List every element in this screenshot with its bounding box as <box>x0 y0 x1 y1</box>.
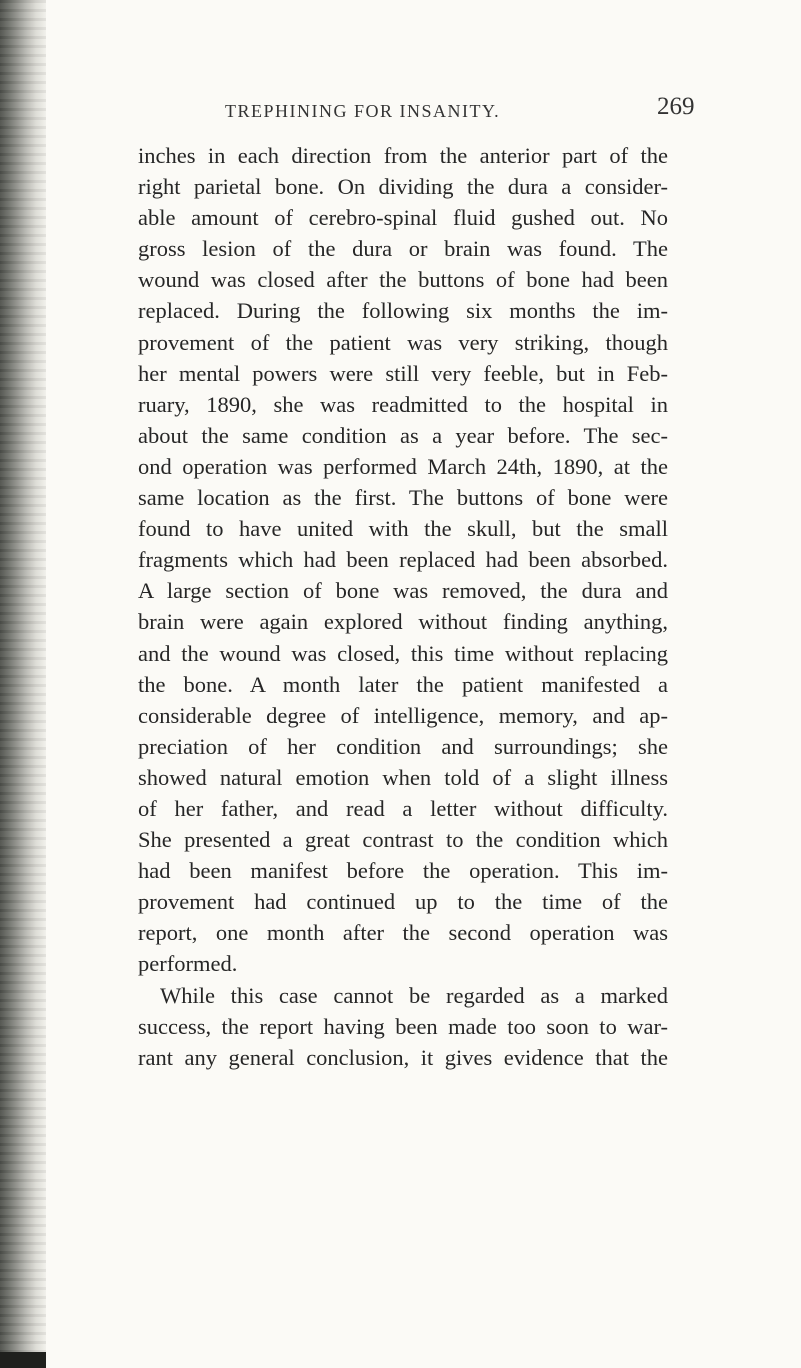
text-line: brain were again explored without finding anything, <box>138 609 668 635</box>
text-line: replaced. During the following six months the im- <box>138 298 668 324</box>
text-line: ond operation was performed March 24th, 1890, at the <box>138 453 668 479</box>
text-line: and the wound was closed, this time without replacing <box>138 640 668 666</box>
text-line: gross lesion of the dura or brain was found. The <box>138 236 668 262</box>
text-line: same location as the first. The buttons of bone were <box>138 485 668 511</box>
text-line: provement had continued up to the time of the <box>138 889 668 915</box>
text-line: found to have united with the skull, but the small <box>138 516 668 542</box>
text-line: the bone. A month later the patient manifested a <box>138 671 668 697</box>
page-header <box>0 91 801 131</box>
text-line: A large section of bone was removed, the dura and <box>138 578 668 604</box>
text-line: performed. <box>138 951 238 977</box>
page-corner-edge <box>0 1352 46 1368</box>
text-line: success, the report having been made too soon to war- <box>138 1013 668 1039</box>
text-line: able amount of cerebro-spinal fluid gushed out. No <box>138 205 668 231</box>
text-line: She presented a great contrast to the condition which <box>138 827 668 853</box>
running-head: TREPHINING FOR INSANITY. <box>225 101 501 121</box>
text-line: ruary, 1890, she was readmitted to the hospital in <box>138 391 668 417</box>
text-line: inches in each direction from the anterior part of the <box>138 143 668 168</box>
text-line: report, one month after the second operation was <box>138 920 668 946</box>
text-line: right parietal bone. On dividing the dura a consider- <box>138 174 668 200</box>
text-line: about the same condition as a year before. The sec- <box>138 422 668 448</box>
text-line: showed natural emotion when told of a slight illness <box>138 764 668 790</box>
text-line: of her father, and read a letter without difficulty. <box>138 795 668 821</box>
text-line: considerable degree of intelligence, memory, and ap- <box>138 702 668 728</box>
text-line: provement of the patient was very striking, though <box>138 329 668 355</box>
text-line: her mental powers were still very feeble, but in Feb- <box>138 360 668 386</box>
text-line: rant any general conclusion, it gives evidence that the <box>138 1044 668 1070</box>
page-number: 269 <box>657 93 695 120</box>
gutter-shadow <box>0 0 46 1368</box>
text-line: fragments which had been replaced had been absorbed. <box>138 547 668 573</box>
text-line: wound was closed after the buttons of bone had been <box>138 267 668 293</box>
body-text <box>138 140 668 1073</box>
text-line: had been manifest before the operation. This im- <box>138 858 668 884</box>
text-line: While this case cannot be regarded as a marked <box>160 982 668 1008</box>
text-line: preciation of her condition and surroundings; she <box>138 733 668 759</box>
